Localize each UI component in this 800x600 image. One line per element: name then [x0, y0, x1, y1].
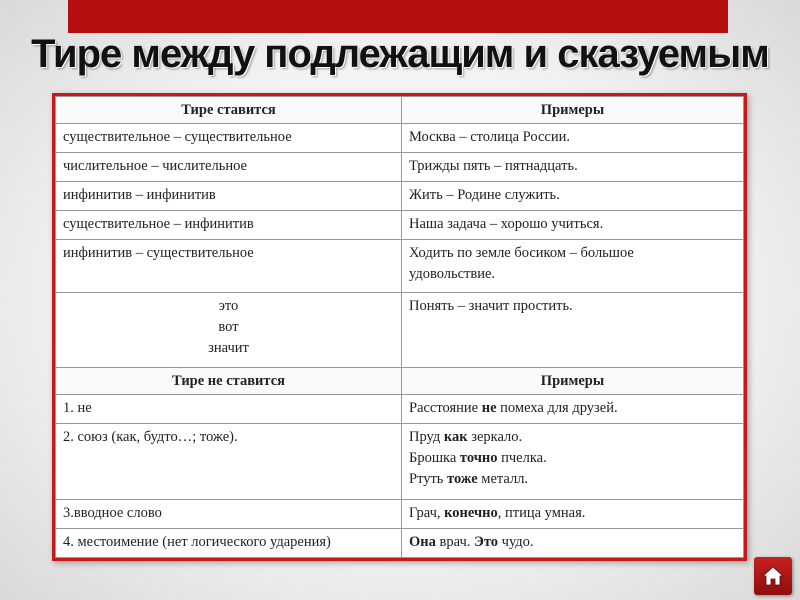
rule-cell: 3.вводное слово [56, 499, 402, 528]
table-row [56, 153, 744, 182]
table-row [56, 528, 744, 557]
rule-cell [56, 293, 402, 368]
table-row [56, 124, 744, 153]
example-cell [402, 499, 744, 528]
example-text: Расстояние [409, 400, 482, 417]
example-text: металл. [477, 471, 529, 488]
example-text: зеркало. [467, 429, 523, 446]
rule-cell: 4. местоимение (нет логического ударения) [56, 528, 402, 557]
table-row [56, 211, 744, 240]
example-text: пчелка. [497, 450, 547, 467]
particle-line: вот [218, 319, 239, 335]
rule-cell: инфинитив – существительное [56, 240, 402, 293]
example-text: помеха для друзей. [496, 400, 618, 417]
example-bold: Она [409, 533, 436, 550]
example-text: чудо. [498, 533, 534, 550]
particle-line: это [218, 298, 239, 314]
example-cell [402, 424, 744, 499]
example-cell: Понять – значит простить. [402, 293, 744, 368]
example-text: врач. [435, 533, 475, 550]
rule-cell: числительное – числительное [56, 153, 402, 182]
table-row [56, 182, 744, 211]
example-line: Ходить по земле босиком – большое [409, 245, 634, 262]
header-examples: Примеры [402, 368, 744, 395]
example-line: удовольствие. [409, 266, 496, 283]
rules-table-frame [52, 93, 747, 561]
example-cell [402, 240, 744, 293]
example-cell [402, 395, 744, 424]
table-row [56, 424, 744, 499]
table-row [56, 240, 744, 293]
example-text: Пруд [409, 429, 444, 446]
header-dash-placed: Тире ставится [56, 97, 402, 124]
rule-cell: существительное – инфинитив [56, 211, 402, 240]
example-line [409, 427, 736, 448]
example-text: Ртуть [409, 471, 448, 488]
home-button[interactable] [754, 557, 792, 595]
header-examples: Примеры [402, 97, 744, 124]
example-text: Брошка [409, 450, 460, 467]
home-icon [761, 564, 785, 588]
example-bold: Это [474, 533, 499, 550]
table-header-row [56, 368, 744, 395]
example-line [409, 469, 736, 490]
top-accent-band [68, 0, 728, 33]
header-dash-not-placed: Тире не ставится [56, 368, 402, 395]
example-cell [402, 528, 744, 557]
example-bold: точно [459, 450, 498, 467]
rule-cell: инфинитив – инфинитив [56, 182, 402, 211]
rule-cell: существительное – существительное [56, 124, 402, 153]
example-bold: не [481, 400, 497, 417]
rule-cell: 1. не [56, 395, 402, 424]
example-cell: Жить – Родине служить. [402, 182, 744, 211]
table-row [56, 395, 744, 424]
example-cell: Трижды пять – пятнадцать. [402, 153, 744, 182]
example-bold: тоже [447, 471, 478, 488]
example-text: , птица умная. [497, 504, 586, 521]
example-bold: как [443, 429, 468, 446]
table-header-row [56, 97, 744, 124]
particle-line: значит [208, 340, 249, 356]
slide-title: Тире между подлежащим и сказуемым [31, 32, 769, 76]
example-cell: Наша задача – хорошо учиться. [402, 211, 744, 240]
example-text: Грач, [409, 504, 445, 521]
example-cell: Москва – столица России. [402, 124, 744, 153]
rules-table [55, 96, 744, 558]
table-row [56, 499, 744, 528]
example-line [409, 448, 736, 469]
example-bold: конечно [444, 504, 498, 521]
table-row [56, 293, 744, 368]
rule-cell: 2. союз (как, будто…; тоже). [56, 424, 402, 499]
